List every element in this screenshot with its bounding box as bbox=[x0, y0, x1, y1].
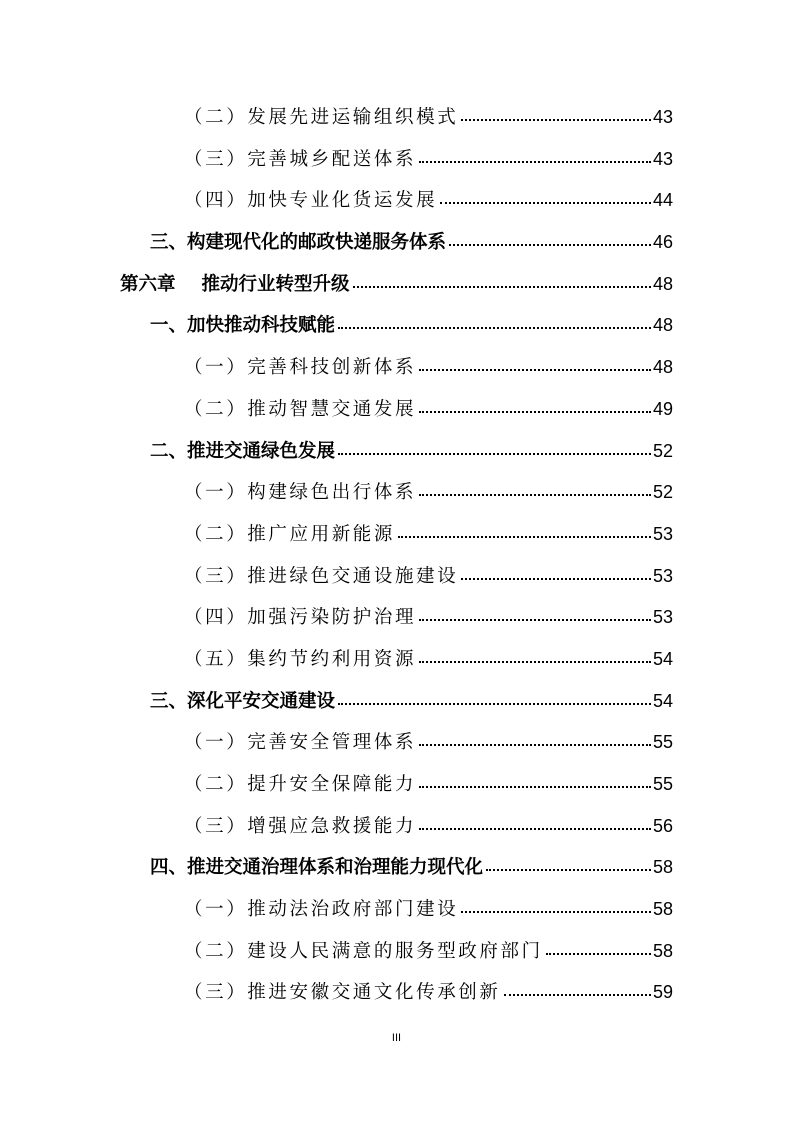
toc-entry-subsection[interactable] bbox=[184, 521, 673, 547]
toc-page-number: 48 bbox=[652, 315, 673, 336]
toc-entry-title: 二、推进交通绿色发展 bbox=[150, 440, 336, 462]
toc-page-number: 56 bbox=[652, 815, 673, 836]
toc-entry-title: （三）推进安徽交通文化传承创新 bbox=[184, 982, 501, 1004]
toc-entry-title: （二）推广应用新能源 bbox=[184, 523, 396, 545]
dot-leader bbox=[504, 994, 651, 996]
toc-page-number: 54 bbox=[652, 648, 673, 669]
toc-page-number: 58 bbox=[652, 857, 673, 878]
toc-row bbox=[0, 930, 793, 972]
dot-leader bbox=[419, 744, 651, 746]
toc-page-number: 52 bbox=[652, 440, 673, 461]
toc-entry-title: 三、深化平安交通建设 bbox=[150, 690, 336, 712]
toc-page-number: 48 bbox=[652, 357, 673, 378]
toc-page-number: 46 bbox=[652, 232, 673, 253]
toc-row bbox=[0, 846, 793, 888]
toc-page-number: 53 bbox=[652, 523, 673, 544]
toc-entry-subsection[interactable] bbox=[184, 604, 673, 630]
dot-leader bbox=[419, 411, 651, 413]
table-of-contents bbox=[0, 96, 793, 1013]
toc-page-number: 54 bbox=[652, 690, 673, 711]
page-number: III bbox=[391, 1032, 402, 1044]
dot-leader bbox=[338, 703, 651, 705]
toc-page-number: 53 bbox=[652, 565, 673, 586]
toc-entry-subsection[interactable] bbox=[184, 979, 673, 1005]
toc-page-number: 48 bbox=[652, 273, 673, 294]
dot-leader bbox=[486, 869, 651, 871]
toc-row bbox=[0, 721, 793, 763]
toc-row bbox=[0, 304, 793, 346]
dot-leader bbox=[398, 536, 651, 538]
dot-leader bbox=[419, 494, 651, 496]
toc-entry-subsection[interactable] bbox=[184, 354, 673, 380]
toc-page-number: 43 bbox=[652, 107, 673, 127]
toc-entry-subsection[interactable] bbox=[184, 938, 673, 964]
toc-entry-title: 一、加快推动科技赋能 bbox=[150, 315, 336, 337]
toc-entry-title: （四）加强污染防护治理 bbox=[184, 607, 417, 629]
toc-entry-section[interactable] bbox=[150, 438, 673, 464]
toc-entry-title: （一）完善安全管理体系 bbox=[184, 732, 417, 754]
toc-row bbox=[0, 471, 793, 513]
toc-row bbox=[0, 555, 793, 597]
toc-entry-section[interactable] bbox=[150, 312, 673, 338]
toc-row bbox=[0, 680, 793, 722]
toc-row bbox=[0, 179, 793, 221]
toc-entry-title: （三）推进绿色交通设施建设 bbox=[184, 565, 459, 587]
toc-entry-title: （二）建设人民满意的服务型政府部门 bbox=[184, 940, 543, 962]
toc-page-number: 58 bbox=[652, 940, 673, 961]
toc-entry-subsection[interactable] bbox=[184, 646, 673, 672]
toc-page-number: 43 bbox=[652, 148, 673, 169]
toc-page-number: 53 bbox=[652, 607, 673, 628]
toc-entry-subsection[interactable] bbox=[184, 104, 673, 130]
toc-page-number: 55 bbox=[652, 732, 673, 753]
toc-page-number: 58 bbox=[652, 899, 673, 920]
toc-entry-section[interactable] bbox=[150, 854, 673, 880]
toc-entry-subsection[interactable] bbox=[184, 771, 673, 797]
toc-page-number: 49 bbox=[652, 398, 673, 419]
dot-leader bbox=[419, 661, 651, 663]
dot-leader bbox=[419, 828, 651, 830]
dot-leader bbox=[449, 244, 651, 246]
toc-page-number: 52 bbox=[652, 482, 673, 503]
toc-entry-title: （二）提升安全保障能力 bbox=[184, 774, 417, 795]
dot-leader bbox=[419, 786, 651, 788]
toc-entry-title: 三、构建现代化的邮政快递服务体系 bbox=[150, 232, 447, 254]
toc-row bbox=[0, 430, 793, 472]
toc-entry-title: （一）推动法治政府部门建设 bbox=[184, 899, 459, 921]
toc-row bbox=[0, 96, 793, 138]
toc-entry-title: （四）加快专业化货运发展 bbox=[184, 190, 438, 212]
toc-entry-subsection[interactable] bbox=[184, 187, 673, 213]
toc-entry-title: （二）推动智慧交通发展 bbox=[184, 398, 417, 420]
dot-leader bbox=[419, 161, 651, 163]
toc-page-number: 55 bbox=[652, 774, 673, 794]
toc-entry-section[interactable] bbox=[150, 229, 673, 255]
toc-entry-subsection[interactable] bbox=[184, 396, 673, 422]
toc-entry-subsection[interactable] bbox=[184, 146, 673, 172]
toc-row bbox=[0, 805, 793, 847]
toc-page-number: 59 bbox=[652, 982, 673, 1003]
toc-entry-subsection[interactable] bbox=[184, 729, 673, 755]
toc-row bbox=[0, 763, 793, 805]
dot-leader bbox=[461, 119, 651, 121]
dot-leader bbox=[461, 911, 651, 913]
toc-row bbox=[0, 388, 793, 430]
dot-leader bbox=[338, 327, 651, 329]
toc-row bbox=[0, 221, 793, 263]
toc-entry-title: （三）完善城乡配送体系 bbox=[184, 148, 417, 170]
toc-page-number: 44 bbox=[652, 190, 673, 211]
toc-entry-title: （三）增强应急救援能力 bbox=[184, 815, 417, 837]
toc-entry-title: （五）集约节约利用资源 bbox=[184, 648, 417, 670]
toc-row bbox=[0, 596, 793, 638]
toc-entry-title: （二）发展先进运输组织模式 bbox=[184, 107, 459, 128]
toc-row bbox=[0, 971, 793, 1013]
toc-entry-subsection[interactable] bbox=[184, 563, 673, 589]
toc-entry-title: （一）完善科技创新体系 bbox=[184, 357, 417, 379]
toc-row bbox=[0, 138, 793, 180]
toc-row bbox=[0, 638, 793, 680]
dot-leader bbox=[419, 619, 651, 621]
dot-leader bbox=[546, 953, 651, 955]
toc-row bbox=[0, 513, 793, 555]
toc-entry-subsection[interactable] bbox=[184, 479, 673, 505]
toc-row bbox=[0, 888, 793, 930]
dot-leader bbox=[338, 453, 651, 455]
toc-entry-subsection[interactable] bbox=[184, 896, 673, 922]
toc-row bbox=[0, 263, 793, 305]
toc-entry-title: （一）构建绿色出行体系 bbox=[184, 482, 417, 504]
toc-entry-title: 四、推进交通治理体系和治理能力现代化 bbox=[150, 857, 484, 879]
toc-entry-subsection[interactable] bbox=[184, 813, 673, 839]
toc-entry-chapter[interactable] bbox=[120, 271, 673, 297]
toc-row bbox=[0, 346, 793, 388]
dot-leader bbox=[353, 286, 651, 288]
dot-leader bbox=[461, 578, 651, 580]
dot-leader bbox=[419, 369, 651, 371]
dot-leader bbox=[440, 202, 651, 204]
toc-entry-section[interactable] bbox=[150, 688, 673, 714]
toc-chapter-label: 第六章 bbox=[120, 273, 176, 295]
toc-entry-title: 推动行业转型升级 bbox=[201, 273, 350, 295]
